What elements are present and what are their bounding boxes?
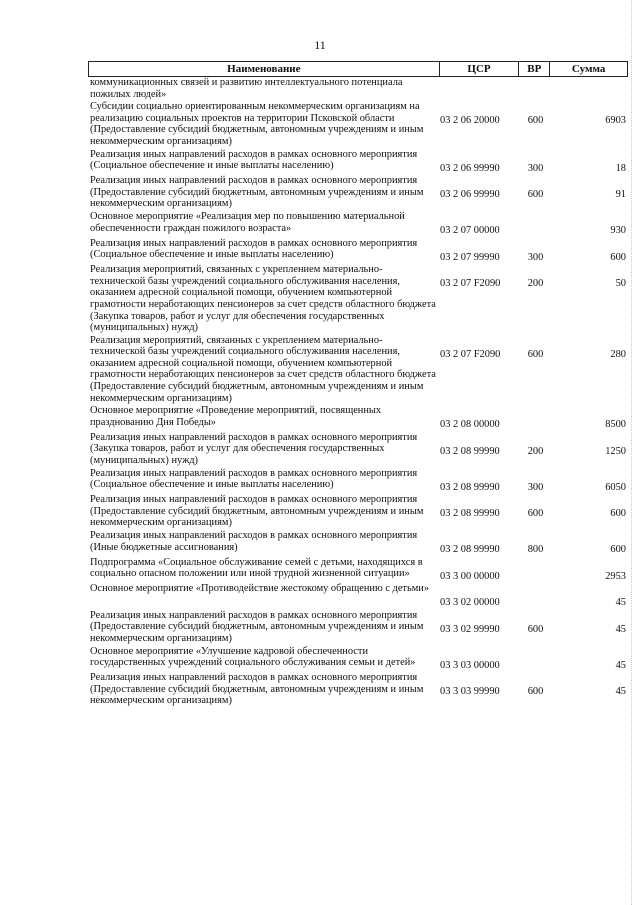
cell-csr: 03 2 08 99990 [440,481,500,493]
cell-vr [520,557,551,583]
cell-name: Реализация мероприятий, связанных с укреплением материально-технической базы учреждений социального обслуживания населения, оказанием адресной социальной помощи, обучением компьютерной грамотности неработающих пенсионеров за счет средств областного бюджета (Закупка товаров, работ и услуг для обеспечения государственных (муниципальных) нужд) [90,264,436,334]
page-number: 11 [314,38,326,52]
cell-sum: 1250 [605,445,626,457]
table-row [88,77,628,100]
cell-sum: 91 [615,189,626,201]
cell-csr: 03 3 00 00000 [440,570,500,582]
table-row [88,238,628,264]
cell-name: Реализация иных направлений расходов в рамках основного мероприятия (Закупка товаров, работ и услуг для обеспечения государственных (муниципальных) нужд) [90,431,418,467]
table-row [88,494,628,529]
budget-table [88,61,628,708]
cell-sum: 45 [615,659,626,671]
cell-csr: 03 2 07 F2090 [440,278,501,290]
table-row [88,149,628,175]
table-row [88,335,628,405]
cell-csr: 03 2 08 99990 [440,445,500,457]
page-edge [631,0,633,905]
cell-sum [551,77,628,100]
cell-csr: 03 2 07 F2090 [440,348,501,360]
cell-sum: 600 [610,251,626,263]
table-body [88,77,628,707]
cell-name: Реализация иных направлений расходов в рамках основного мероприятия (Социальное обеспечение и иные выплаты населению) [90,237,418,261]
table-row [88,211,628,237]
cell-name: Реализация иных направлений расходов в рамках основного мероприятия (Предоставление субсидий бюджетным, автономным учреждениям и иным некоммерческим организациям) [90,609,424,644]
cell-sum: 600 [610,544,626,555]
table-row [88,264,628,334]
cell-sum: 2953 [605,570,626,582]
cell-sum: 6903 [605,115,626,127]
cell-sum: 280 [610,348,626,360]
cell-sum: 8500 [605,419,626,431]
cell-csr: 03 2 06 20000 [440,115,500,127]
cell-name: Основное мероприятие «Улучшение кадровой обеспеченности государственных учреждений социального обслуживания семьи и детей» [90,645,416,669]
cell-vr: 600 [527,189,544,201]
cell-vr: 800 [527,544,544,555]
cell-name: Основное мероприятие «Противодействие жестокому обращению с детьми» [90,583,430,595]
column-header-vr: ВР [519,62,550,76]
cell-name: Реализация иных направлений расходов в рамках основного мероприятия (Иные бюджетные ассигнования) [90,530,418,553]
cell-vr: 600 [527,623,544,635]
table-row [88,468,628,494]
cell-name: Реализация мероприятий, связанных с укреплением материально-технической базы учреждений социального обслуживания населения, оказанием адресной социальной помощи, обучением компьютерной грамотности неработающих пенсионеров за счет средств областного бюджета (Предоставление субсидий бюджетным, автономным учреждениям и иным некоммерческим организациям) [90,334,436,404]
table-row [88,672,628,707]
table-row [88,583,628,609]
cell-vr: 300 [527,481,544,493]
table-header [88,61,628,77]
cell-csr: 03 2 06 99990 [440,162,500,174]
cell-vr [520,405,551,431]
column-header-sum: Сумма [571,63,606,75]
cell-name: Подпрограмма «Социальное обслуживание семей с детьми, находящихся в социально опасном положении или иной трудной жизненной ситуации» [90,556,423,580]
table-row [88,405,628,431]
cell-vr: 600 [527,348,544,360]
cell-name: Субсидии социально ориентированным некоммерческим организациям на реализацию социальных проектов на территории Псковской области (Предоставление субсидий бюджетным, автономным учреждениям и иным некоммерческим организациям) [90,101,424,147]
cell-vr [520,211,551,237]
cell-csr: 03 3 03 00000 [440,659,500,671]
cell-name: Реализация иных направлений расходов в рамках основного мероприятия (Предоставление субсидий бюджетным, автономным учреждениям и иным некоммерческим организациям) [90,175,424,210]
cell-csr: 03 2 07 00000 [440,224,500,236]
cell-vr [520,583,551,609]
table-row [88,101,628,147]
cell-vr [520,77,551,100]
table-row [88,175,628,210]
cell-csr: 03 2 08 00000 [440,419,500,431]
cell-csr: 03 3 03 99990 [440,686,500,698]
table-row [88,530,628,556]
cell-sum: 930 [610,224,626,236]
cell-name: Реализация иных направлений расходов в рамках основного мероприятия (Социальное обеспечение и иные выплаты населению) [90,148,418,172]
column-header-csr: ЦСР [440,62,520,76]
cell-sum: 45 [615,623,626,635]
cell-sum: 6050 [605,481,626,493]
cell-sum: 45 [615,686,626,698]
cell-vr: 600 [527,508,544,520]
table-row [88,557,628,583]
cell-sum: 600 [610,508,626,520]
cell-name: Реализация иных направлений расходов в рамках основного мероприятия (Предоставление субсидий бюджетным, автономным учреждениям и иным некоммерческим организациям) [90,672,424,707]
cell-csr: 03 3 02 99990 [440,623,500,635]
table-row [88,646,628,672]
table-row [88,610,628,645]
cell-name: Реализация иных направлений расходов в рамках основного мероприятия (Социальное обеспечение и иные выплаты населению) [90,467,418,491]
cell-csr: 03 2 07 99990 [440,251,500,263]
cell-vr: 600 [527,115,544,127]
cell-vr: 200 [527,278,544,290]
cell-sum: 50 [615,278,626,290]
cell-csr: 03 2 06 99990 [440,189,500,201]
cell-csr: 03 2 08 99990 [440,508,500,520]
cell-name: Основное мероприятие «Реализация мер по повышению материальной обеспеченности граждан пожилого возраста» [90,210,405,234]
cell-name: Основное мероприятие «Проведение мероприятий, посвященных празднованию Дня Победы» [90,405,382,428]
cell-vr: 300 [527,251,544,263]
cell-csr: 03 3 02 00000 [440,597,500,609]
cell-sum: 45 [615,597,626,609]
cell-vr: 200 [527,445,544,457]
cell-name: коммуникационных связей и развитию интеллектуального потенциала пожилых людей» [90,77,403,100]
cell-vr [520,646,551,672]
cell-sum: 18 [615,162,626,174]
cell-name: Реализация иных направлений расходов в рамках основного мероприятия (Предоставление субсидий бюджетным, автономным учреждениям и иным некоммерческим организациям) [90,494,424,529]
cell-vr: 300 [527,162,544,174]
cell-csr [440,77,520,100]
cell-csr: 03 2 08 99990 [440,544,500,555]
column-header-name: Наименование [89,62,440,76]
cell-vr: 600 [527,686,544,698]
table-row [88,432,628,467]
